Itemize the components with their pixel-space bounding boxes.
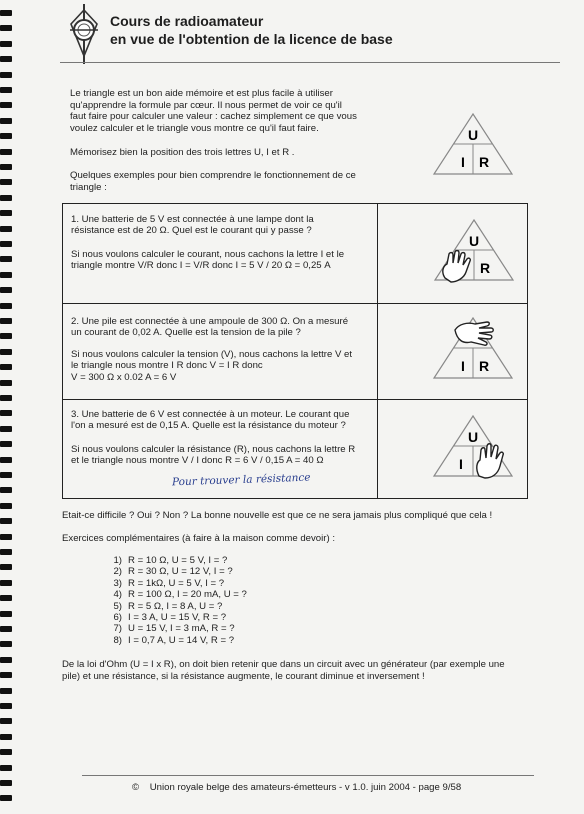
exercise-item [104,555,247,566]
binding-ring [0,256,12,262]
binding-ring [0,641,12,647]
exercise-text: R = 1kΩ, U = 5 V, I = ? [128,577,225,589]
binding-ring [0,72,12,78]
footer-text: Union royale belge des amateurs-émetteurs - v 1.0. juin 2004 - page 9/58 [149,782,462,793]
binding-ring [0,441,12,447]
example-box-1 [62,203,528,304]
exercise-text: U = 15 V, I = 3 mA, R = ? [128,623,235,635]
binding-ring [0,503,12,509]
binding-ring [0,149,12,155]
example-3-question: 3. Une batterie de 6 V est connectée à un moteur. Le courant que l'on a mesuré est de 0,15 A. Quelle est la résistance du moteur ? [71,409,350,432]
example-1-question: 1. Une batterie de 5 V est connectée à une lampe dont la résistance est de 20 Ω. Quel est le courant qui y passe ? [71,214,314,237]
triangle-hidden-i [433,218,515,284]
binding-ring [0,580,12,586]
binding-ring [0,195,12,201]
binding-ring [0,133,12,139]
binding-ring [0,534,12,540]
example-2-question: 2. Une pile est connectée à une ampoule de 300 Ω. On a mesuré un courant de 0,02 A. Quelle est la tension de la pile ? [71,316,349,339]
exercise-text: R = 10 Ω, U = 5 V, I = ? [128,555,228,566]
binding-ring [0,349,12,355]
course-title: Cours de radioamateur [110,13,264,29]
svg-text:U: U [467,429,479,445]
exercise-number: 7) [113,623,122,635]
binding-ring [0,410,12,416]
binding-ring [0,41,12,47]
binding-ring [0,564,12,570]
example-3-solution: Si nous voulons calculer la résistance (R), nous cachons la lettre R et le triangle nous montre V / I donc R = 6 V / 0,15 A = 40 Ω [71,444,356,467]
exercise-item [104,635,247,646]
binding-ring [0,749,12,755]
exercise-item [104,578,247,589]
binding-ring [0,672,12,678]
binding-ring [0,688,12,694]
example-2-solution: Si nous voulons calculer la tension (V), nous cachons la lettre V et le triangle nous montre I R donc V = I R donc V = 300 Ω x 0.02 A = 6 V [71,349,353,383]
examples-intro: Quelques exemples pour bien comprendre le fonctionnement de ce triangle : [70,170,356,193]
page-footer [132,782,461,793]
footer-divider [82,775,534,776]
binding-ring [0,179,12,185]
exercise-number: 8) [113,634,122,646]
triangle-letter-u: U [467,127,479,143]
svg-text:I: I [461,358,465,374]
exercise-number: 6) [113,612,122,624]
exercise-item [104,612,247,623]
uba-logo [66,4,102,64]
exercise-text: R = 5 Ω, I = 8 A, U = ? [128,600,223,612]
binding-ring [0,303,12,309]
exercise-text: R = 30 Ω, U = 12 V, I = ? [128,566,233,578]
exercise-number: 1) [113,555,122,566]
binding-ring [0,703,12,709]
binding-ring [0,164,12,170]
exercise-text: I = 0,7 A, U = 14 V, R = ? [128,634,235,646]
binding-ring [0,102,12,108]
binding-ring [0,457,12,463]
binding-ring [0,657,12,663]
course-subtitle: en vue de l'obtention de la licence de base [110,31,393,47]
svg-text:R: R [479,260,491,276]
exercise-number: 2) [113,566,122,578]
binding-ring [0,118,12,124]
triangle-hidden-r [431,414,515,480]
exercise-text: R = 100 Ω, I = 20 mA, U = ? [128,589,247,601]
example-box-2 [62,303,528,400]
exercise-text: I = 3 A, U = 15 V, R = ? [128,612,227,624]
binding-ring [0,472,12,478]
binding-ring [0,364,12,370]
exercise-item [104,601,247,612]
hand-icon [443,251,470,282]
binding-ring [0,734,12,740]
binding-ring [0,780,12,786]
triangle-hidden-u [431,316,515,382]
exercises-intro: Exercices complémentaires (à faire à la maison comme devoir) : [62,533,335,544]
binding-ring [0,626,12,632]
binding-ring [0,395,12,401]
svg-text:R: R [478,358,490,374]
binding-ring [0,241,12,247]
handwritten-annotation: Pour trouver la résistance [171,471,311,489]
example-1-solution: Si nous voulons calculer le courant, nous cachons la lettre I et le triangle montre V/R donc I = V/R donc I = 5 V / 20 Ω = 0,25 A [71,249,345,272]
svg-text:I: I [459,456,463,472]
exercise-number: 4) [113,589,122,601]
difficulty-question: Etait-ce difficile ? Oui ? Non ? La bonne nouvelle est que ce ne sera jamais plus compliqué que cela ! [62,510,493,521]
memorize-note: Mémorisez bien la position des trois lettres U, I et R . [70,147,295,158]
exercise-list [104,555,247,646]
binding-ring [0,87,12,93]
exercise-number: 5) [113,600,122,612]
binding-ring [0,25,12,31]
binding-ring [0,595,12,601]
hand-icon [455,322,493,345]
binding-ring [0,487,12,493]
exercise-number: 3) [113,577,122,589]
binding-ring [0,765,12,771]
copyright-symbol: © [132,782,140,793]
binding-ring [0,518,12,524]
binding-ring [0,56,12,62]
binding-ring [0,287,12,293]
triangle-letter-r: R [478,154,490,170]
uir-triangle [432,112,514,176]
binding-ring [0,210,12,216]
binding-ring [0,380,12,386]
binding-ring [0,333,12,339]
header-divider [60,62,560,63]
binding-ring [0,318,12,324]
svg-text:U: U [468,233,480,249]
exercise-item [104,623,247,634]
binding-ring [0,10,12,16]
binding-ring [0,226,12,232]
hand-icon [477,444,504,478]
triangle-letter-i: I [461,154,465,170]
binding-ring [0,272,12,278]
conclusion-paragraph: De la loi d'Ohm (U = I x R), on doit bien retenir que dans un circuit avec un générateur (par exemple une pile) et une résistance, si la résistance augmente, le courant diminue et inversement ! [62,659,505,682]
intro-paragraph: Le triangle est un bon aide mémoire et est plus facile à utiliser qu'apprendre la formule par cœur. Il nous permet de voir ce qu'il faut faire pour calculer une valeur : cachez simplement ce que vous voulez calculer et le triangle vous montre ce qu'il faut faire. [70,88,357,134]
binding-ring [0,718,12,724]
binding-ring [0,611,12,617]
exercise-item [104,566,247,577]
binding-ring [0,795,12,801]
exercise-item [104,589,247,600]
binding-ring [0,426,12,432]
binding-ring [0,549,12,555]
spiral-binding [0,0,14,814]
